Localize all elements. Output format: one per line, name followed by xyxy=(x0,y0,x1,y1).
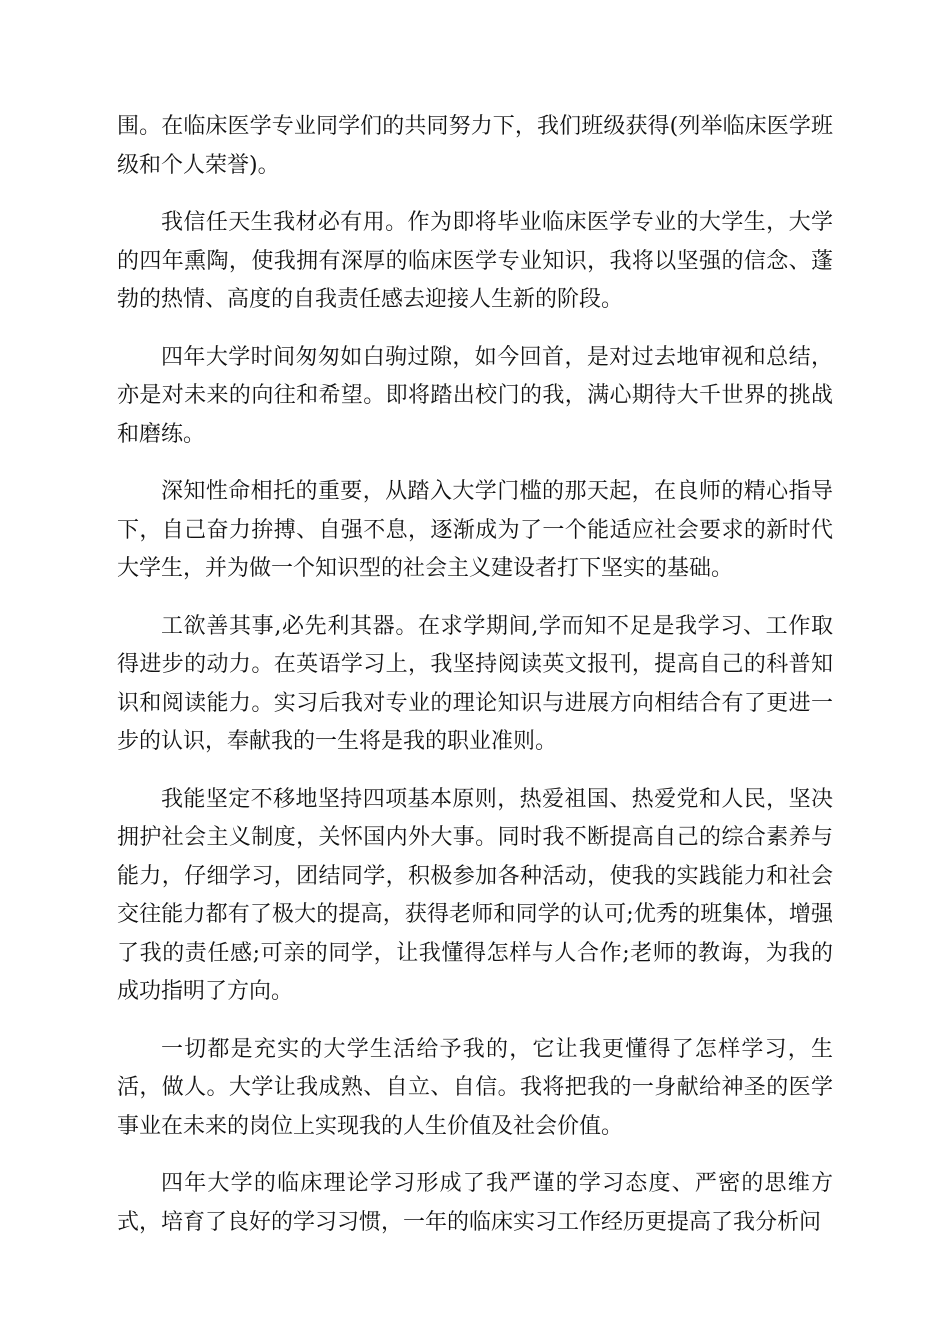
document-body xyxy=(117,108,833,1261)
paragraph: 四年大学的临床理论学习形成了我严谨的学习态度、严密的思维方式，培育了良好的学习习惯，一年的临床实习工作经历更提高了我分析问 xyxy=(117,1171,833,1235)
paragraph-continued: 围。在临床医学专业同学们的共同努力下，我们班级获得(列举临床医学班级和个人荣誉)。 xyxy=(117,114,833,178)
paragraph: 四年大学时间匆匆如白驹过隙，如今回首，是对过去地审视和总结，亦是对未来的向往和希望。即将踏出校门的我，满心期待大千世界的挑战和磨练。 xyxy=(117,344,833,447)
paragraph: 我信任天生我材必有用。作为即将毕业临床医学专业的大学生，大学的四年熏陶，使我拥有深厚的临床医学专业知识，我将以坚强的信念、蓬勃的热情、高度的自我责任感去迎接人生新的阶段。 xyxy=(117,210,833,312)
paragraph: 我能坚定不移地坚持四项基本原则，热爱祖国、热爱党和人民，坚决拥护社会主义制度，关怀国内外大事。同时我不断提高自己的综合素养与能力，仔细学习，团结同学，积极参加各种活动，使我的实践能力和社会交往能力都有了极大的提高，获得老师和同学的认可;优秀的班集体，增强了我的责任感;可亲的同学，让我懂得怎样与人合作;老师的教诲，为我的成功指明了方向。 xyxy=(117,786,833,1004)
paragraph: 一切都是充实的大学生活给予我的，它让我更懂得了怎样学习，生活，做人。大学让我成熟、自立、自信。我将把我的一身献给神圣的医学事业在未来的岗位上实现我的人生价值及社会价值。 xyxy=(117,1036,833,1139)
paragraph: 深知性命相托的重要，从踏入大学门槛的那天起，在良师的精心指导下，自己奋力拚搏、自强不息，逐渐成为了一个能适应社会要求的新时代大学生，并为做一个知识型的社会主义建设者打下坚实的基础。 xyxy=(117,479,833,581)
paragraph: 工欲善其事,必先利其器。在求学期间,学而知不足是我学习、工作取得进步的动力。在英语学习上，我坚持阅读英文报刊，提高自己的科普知识和阅读能力。实习后我对专业的理论知识与进展方向相结合有了更进一步的认识，奉献我的一生将是我的职业准则。 xyxy=(117,613,833,754)
